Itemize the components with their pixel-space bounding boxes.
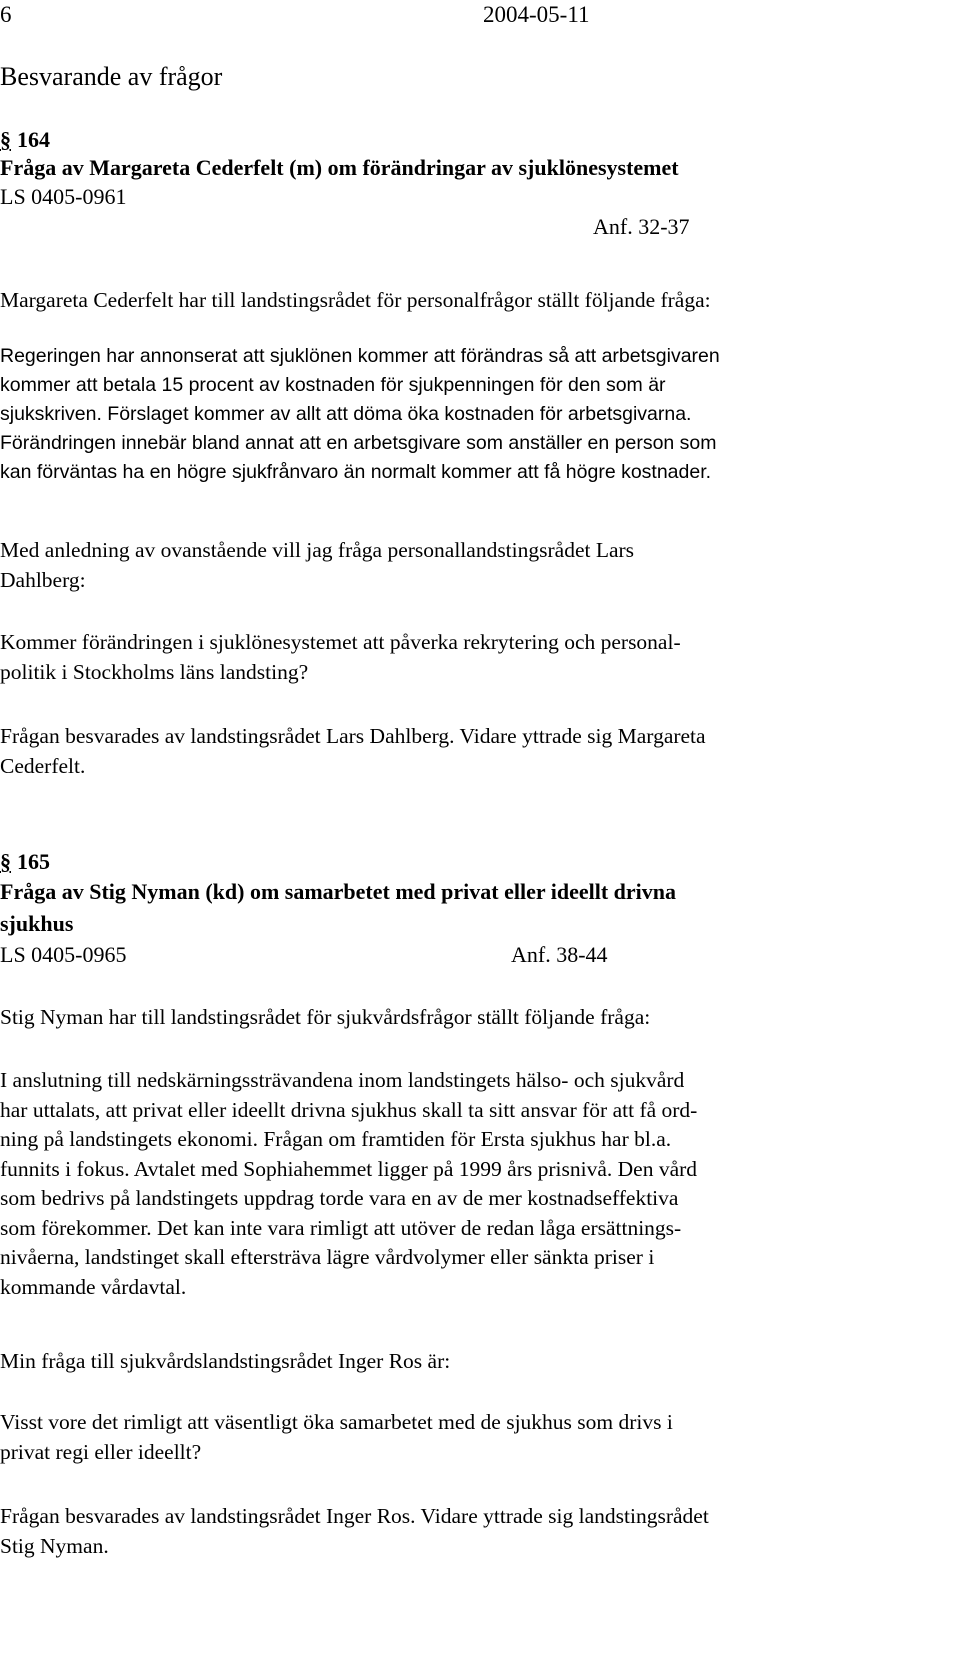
question-line: kommande vårdavtal. <box>0 1274 187 1299</box>
final-question-line: privat regi eller ideellt? <box>0 1439 202 1464</box>
question-line: Förändringen innebär bland annat att en arbetsgivare som anställer en person som <box>0 432 717 454</box>
item-165-final-question <box>0 1408 673 1467</box>
reference-line <box>0 940 760 970</box>
item-164-answer <box>0 722 706 781</box>
question-line: sjukskriven. Förslaget kommer av allt att döma öka kostnaden för arbetsgivarna. <box>0 403 692 425</box>
question-line: nivåerna, landstinget skall eftersträva lägre vårdvolymer eller sänkta priser i <box>0 1245 655 1269</box>
page-date: 2004-05-11 <box>483 2 590 27</box>
question-line: Regeringen har annonserat att sjuklönen kommer att förändras så att arbetsgivaren <box>0 345 720 367</box>
final-question-line: politik i Stockholms läns landsting? <box>0 659 309 684</box>
item-165-question <box>0 1066 697 1302</box>
answer-line: Cederfelt. <box>0 753 86 778</box>
question-line: ning på landstingets ekonomi. Frågan om framtiden för Ersta sjukhus har bl.a. <box>0 1127 672 1151</box>
item-title-line: Fråga av Stig Nyman (kd) om samarbetet med privat eller ideellt drivna <box>0 879 677 904</box>
reference-line <box>0 182 760 239</box>
final-question-line: Visst vore det rimligt att väsentligt öka samarbetet med de sjukhus som drivs i <box>0 1410 673 1434</box>
answer-line: Stig Nyman. <box>0 1533 109 1558</box>
item-164-final-question <box>0 628 681 687</box>
final-question-line: Kommer förändringen i sjuklönesystemet att påverka rekrytering och personal- <box>0 630 681 654</box>
item-title <box>0 876 760 940</box>
item-number-text: 164 <box>17 127 50 152</box>
anf-reference: Anf. 38-44 <box>511 942 608 967</box>
anf-reference: Anf. 32-37 <box>593 214 690 239</box>
paragraph-sign: § <box>0 849 11 874</box>
question-line: som bedrivs på landstingets uppdrag torde vara en av de mer kostnadseffektiva <box>0 1186 679 1210</box>
item-164 <box>0 126 760 239</box>
item-165-intro: Stig Nyman har till landstingsrådet för sjukvårdsfrågor ställt följande fråga: <box>0 1005 651 1029</box>
answer-line: Frågan besvarades av landstingsrådet Lars Dahlberg. Vidare yttrade sig Margareta <box>0 724 706 748</box>
paragraph-sign: § <box>0 127 11 152</box>
item-number <box>0 126 760 154</box>
item-title: Fråga av Margareta Cederfelt (m) om förändringar av sjuklönesystemet <box>0 155 679 180</box>
item-164-question <box>0 342 720 487</box>
question-line: har uttalats, att privat eller ideellt drivna sjukhus skall ta sitt ansvar för att få ord- <box>0 1097 698 1122</box>
question-line: kommer att betala 15 procent av kostnaden för sjukpenningen för den som är <box>0 374 666 396</box>
answer-line: Frågan besvarades av landstingsrådet Inger Ros. Vidare yttrade sig landstingsrådet <box>0 1504 709 1528</box>
item-number-text: 165 <box>17 849 50 874</box>
item-164-ask <box>0 536 634 595</box>
ls-reference: LS 0405-0965 <box>0 942 127 967</box>
question-line: som förekommer. Det kan inte vara rimligt att utöver de redan låga ersättnings- <box>0 1215 682 1240</box>
question-line: funnits i fokus. Avtalet med Sophiahemmet ligger på 1999 års prisnivå. Den vård <box>0 1156 698 1181</box>
item-title-line: sjukhus <box>0 911 74 936</box>
question-line: I anslutning till nedskärningssträvandena inom landstingets hälso- och sjukvård <box>0 1068 685 1092</box>
item-164-intro: Margareta Cederfelt har till landstingsrådet för personalfrågor ställt följande fråga: <box>0 288 711 312</box>
page-number: 6 <box>0 2 12 27</box>
ask-line: Dahlberg: <box>0 567 86 592</box>
ls-reference: LS 0405-0961 <box>0 184 127 209</box>
item-number <box>0 848 760 876</box>
item-165-answer <box>0 1502 709 1561</box>
question-line: kan förväntas ha en högre sjukfrånvaro än normalt kommer att få högre kostnader. <box>0 461 712 483</box>
item-165 <box>0 848 760 970</box>
ask-line: Med anledning av ovanstående vill jag fråga personallandstingsrådet Lars <box>0 538 635 562</box>
section-title: Besvarande av frågor <box>0 62 223 91</box>
item-165-ask: Min fråga till sjukvårdslandstingsrådet Inger Ros är: <box>0 1349 451 1373</box>
